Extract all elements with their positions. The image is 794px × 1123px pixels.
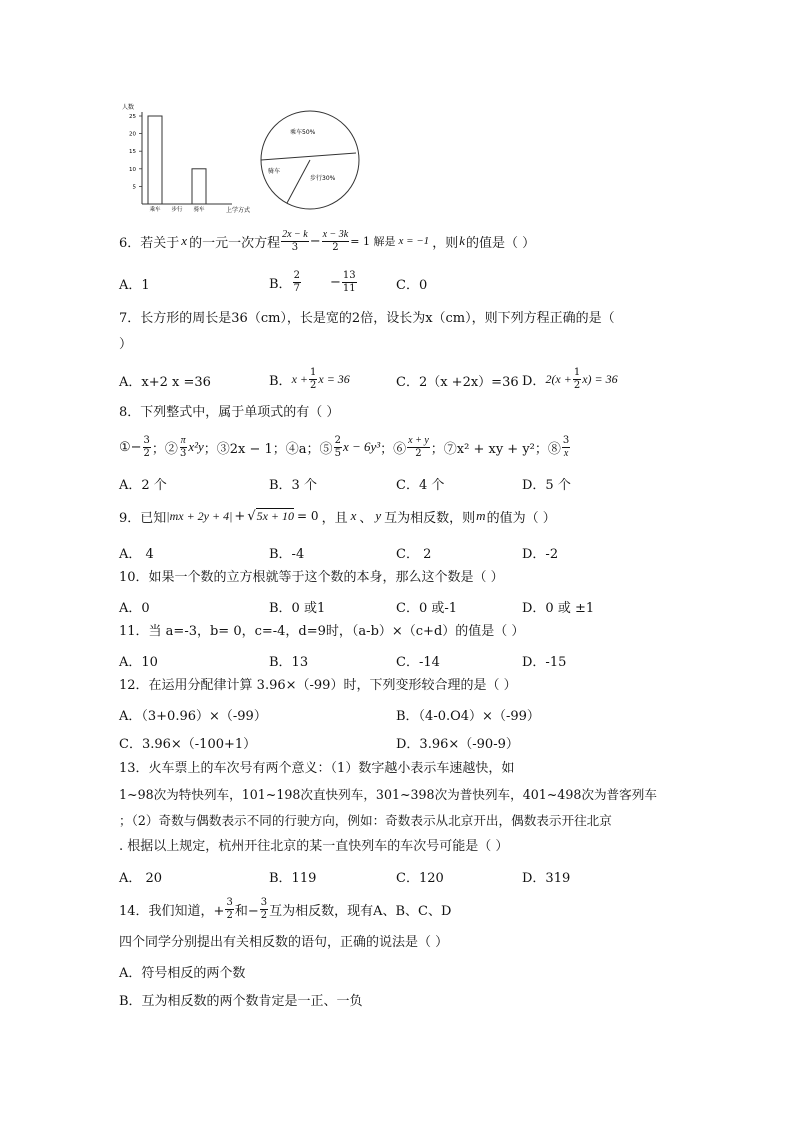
bar-ylabel: 人数 <box>122 104 135 111</box>
bar-category-label: 步行 <box>171 207 183 213</box>
question-7-line-1: 7．长方形的周长是36（cm），长是宽的2倍，设长为x（cm），则下列方程正确的是（ <box>119 311 615 326</box>
q6-option-a[interactable]: A．1 <box>119 278 150 293</box>
question-14-line-2: 四个同学分别提出有关相反数的语句，正确的说法是（ ） <box>119 935 449 950</box>
q12-option-a[interactable]: A．（3+0.96）×（-99） <box>119 709 267 724</box>
q8-option-c[interactable]: C．4 个 <box>396 478 445 493</box>
q9-option-a[interactable]: A． 4 <box>119 547 154 562</box>
q12-option-b[interactable]: B．（4-0.O4）×（-99） <box>396 709 540 724</box>
q13-option-c[interactable]: C．120 <box>396 871 444 886</box>
bar-category-label: 乘车 <box>149 207 161 213</box>
q8-option-a[interactable]: A．2 个 <box>119 478 167 493</box>
pie-divider-2 <box>287 160 310 203</box>
q6-frac-1: $\frac{2x - k}{3}$ <box>282 228 308 253</box>
q13-option-a[interactable]: A． 20 <box>119 871 163 886</box>
pie-label-bike: 骑车 <box>268 168 281 175</box>
question-13-line-3: ；（2）奇数与偶数表示不同的行驶方向，例如：奇数表示从北京开出，偶数表示开往北京 <box>119 813 612 828</box>
q11-option-d[interactable]: D．-15 <box>522 655 567 670</box>
q9-option-d[interactable]: D．-2 <box>522 547 559 562</box>
q10-option-c[interactable]: C．0 或-1 <box>396 601 458 616</box>
q7-option-a[interactable]: A．x+2 x =36 <box>119 375 211 390</box>
q7-option-d[interactable]: D． 2(x + $\frac{1}{2}$ x) = 36 <box>522 366 618 391</box>
pie-chart <box>256 110 368 210</box>
q6-option-b[interactable]: B． $\frac{2}{7}$ − $\frac{13}{11}$ <box>269 269 356 294</box>
bar-0 <box>148 116 162 204</box>
q11-option-b[interactable]: B．13 <box>269 655 309 670</box>
q8-option-b[interactable]: B．3 个 <box>269 478 317 493</box>
q7-option-c[interactable]: C．2（x +2x）=36 <box>396 375 519 390</box>
bar-ytick-label: 10 <box>129 166 136 173</box>
q9-option-c[interactable]: C． 2 <box>396 547 432 562</box>
question-12: 12．在运用分配律计算 3.96×（-99）时，下列变形较合理的是（ ） <box>119 678 517 693</box>
question-11: 11．当 a=-3，b= 0，c=-4，d=9时，（a-b）×（c+d）的值是（ ） <box>119 624 525 639</box>
bar-2 <box>192 169 206 204</box>
q10-option-d[interactable]: D．0 或 ±1 <box>522 601 595 616</box>
q14-option-b[interactable]: B．互为相反数的两个数肯定是一正、一负 <box>119 994 363 1009</box>
q7-option-b[interactable]: B． x + $\frac{1}{2}$ x = 36 <box>269 366 350 391</box>
q14-option-a[interactable]: A．符号相反的两个数 <box>119 966 246 981</box>
question-10: 10．如果一个数的立方根就等于这个数的本身，那么这个数是（ ） <box>119 570 504 585</box>
bar-ytick-label: 20 <box>129 131 136 138</box>
q10-option-a[interactable]: A．0 <box>119 601 150 616</box>
q13-option-d[interactable]: D．319 <box>522 871 571 886</box>
q8-option-d[interactable]: D．5 个 <box>522 478 571 493</box>
bar-ytick-label: 25 <box>129 114 136 120</box>
question-7-line-2: ） <box>119 337 133 352</box>
q12-option-c[interactable]: C．3.96×（-100+1） <box>119 737 257 752</box>
q11-option-c[interactable]: C．-14 <box>396 655 440 670</box>
question-14-line-1: 14．我们知道，+ $\frac{3}{2}$ 和− $\frac{3}{2}$ 互为相反数，现有A、B、C、D <box>119 896 452 921</box>
question-13-line-2: 1~98次为特快列车，101~198次直快列车，301~398次为普快列车，401~498次为普客列车 <box>119 787 657 802</box>
q12-option-d[interactable]: D．3.96×（-90-9） <box>396 737 519 752</box>
bar-category-label: 骑车 <box>193 207 205 213</box>
bar-ytick-label: 15 <box>129 149 136 156</box>
q10-option-b[interactable]: B．0 或1 <box>269 601 326 616</box>
pie-divider-1 <box>261 153 356 160</box>
q13-option-b[interactable]: B．119 <box>269 871 317 886</box>
question-9: 9．已知 |mx + 2y + 4| + √ 5x + 10 = 0 ，且 x 、 y 互为相反数，则 m 的值为（ ） <box>119 508 556 526</box>
question-6: 6．若关于 x 的一元一次方程 $\frac{2x - k}{3}$ − $\frac{x - 3k}{2}$ = 1 解是 x = −1 ，则 k 的值是（ ） <box>119 228 536 253</box>
q6-option-c[interactable]: C．0 <box>396 278 428 293</box>
bar-chart <box>112 100 262 216</box>
question-13-line-4: . 根据以上规定，杭州开往北京的某一直快列车的车次号可能是（ ） <box>119 839 509 854</box>
q8-items: ①− $\frac{3}{2}$ ；② $\frac{\pi}{3}$ x²y ；③2x − 1 ；④a ；⑤ $\frac{2}{5}$ x − 6y³ ；⑥ $\frac{x + y}{2}$ ；⑦x² + xy + y² ；⑧ $\frac{3}{x}$ <box>119 434 570 459</box>
question-8-title: 8．下列整式中，属于单项式的有（ ） <box>119 405 340 420</box>
q11-option-a[interactable]: A．10 <box>119 655 158 670</box>
bar-ytick-label: 5 <box>132 184 136 191</box>
pie-label-car: 乘车50% <box>290 129 316 136</box>
bar-xlabel: 上学方式 <box>226 207 251 214</box>
question-13-line-1: 13．火车票上的车次号有两个意义：（1）数字越小表示车速越快，如 <box>119 761 515 776</box>
q9-option-b[interactable]: B．-4 <box>269 547 305 562</box>
q6-frac-2: $\frac{x - 3k}{2}$ <box>322 228 349 253</box>
pie-label-walk: 步行30% <box>310 175 336 182</box>
